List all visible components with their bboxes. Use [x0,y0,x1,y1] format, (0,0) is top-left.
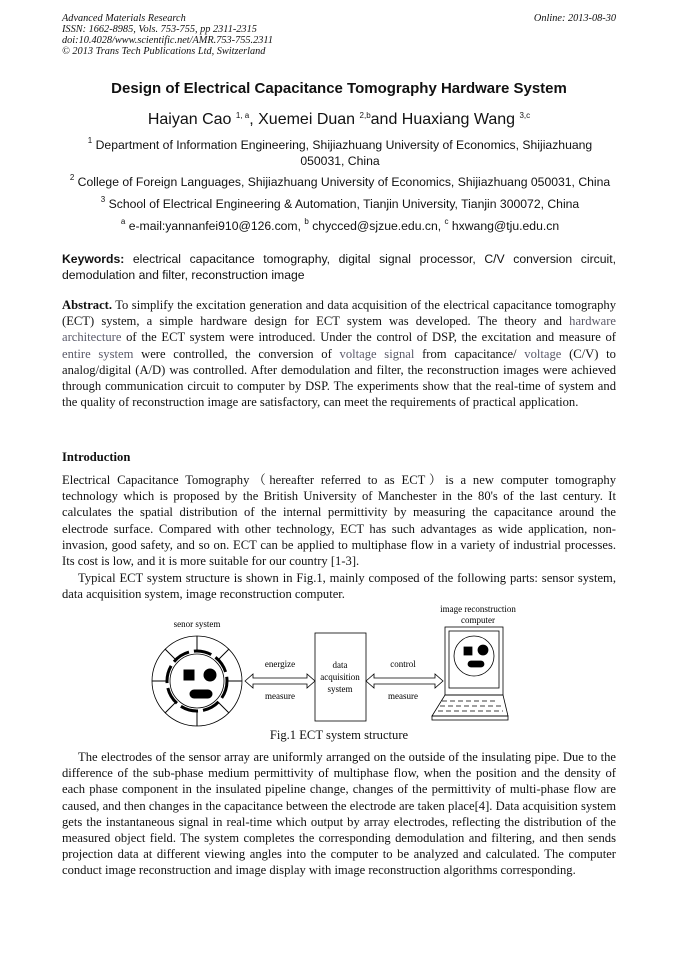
daq-label: acquisition [320,672,360,682]
journal-header [62,13,273,57]
abstract-text: (C/V) to analog/digital (A/D) was controlled. After demodulation and filter, the reconstruction images were achieved through communication circuit to computer by DSP. The experiments show that the real-time of system and the quality of reconstruction image are satisfactory, can meet the requirements of practical application. [62,346,616,410]
section-heading: Introduction [62,450,131,464]
abstract-text: from capacitance/ [414,346,525,361]
author-sup: 3,c [519,111,531,120]
double-arrow-left [245,674,315,688]
abstract-text: voltage [524,346,562,361]
copyright: © 2013 Trans Tech Publications Ltd, Switzerland [62,46,266,57]
aff-sup: 2 [69,173,75,182]
energize-label: energize [264,659,296,669]
aff-text: School of Electrical Engineering & Automation, Tianjin University, Tianjin 300072, China [105,197,580,211]
measure-label: measure [265,691,295,701]
emails [60,218,620,234]
online-date: Online: 2013-08-30 [533,13,616,24]
sensor-label: senor system [173,619,221,629]
ect-figure [140,598,540,728]
author-sup: 1, a [235,111,250,120]
abstract-text: of the ECT system were introduced. Under the control of DSP, the excitation and measure of [121,330,616,345]
abstract [62,297,616,410]
sensor-icon [152,636,242,726]
control-label: control [390,659,416,669]
daq-label: data [332,660,348,670]
double-arrow-right [366,674,443,688]
affiliation-2 [55,174,625,190]
computer-label: image reconstruction [440,604,516,614]
aff-sup: 1 [87,136,93,145]
abstract-text: entire system [62,346,134,361]
email-sup: c [444,217,449,226]
keywords-label: Keywords: [62,252,125,266]
aff-text: College of Foreign Languages, Shijiazhuang University of Economics, Shijiazhuang 050031, China [74,175,611,189]
aff-sup: 3 [100,195,106,204]
abstract-text: To simplify the excitation generation and data acquisition of the electrical capacitance tomography (ECT) system, a simple hardware design for ECT system was developed. The theory and [62,298,616,329]
email-sup: a [120,217,126,226]
intro-paragraph-2: Typical ECT system structure is shown in Fig.1, mainly composed of the following parts: sensor system, data acquisition system, image reconstruction computer. [62,571,616,602]
author-sup: 2,b [359,111,371,120]
abstract-text: voltage signal [339,346,415,361]
daq-label: system [327,684,353,694]
body-paragraph: The electrodes of the sensor array are uniformly arranged on the outside of the insulating pipe. Due to the difference of the sub-phase medium permittivity of multiphase flow, when the position and the density of each phase component in the insulated pipeline change, changes of the permittivity of multi-phase flow are caused, and then changes in the capacitance between the electrode are taken place[4]. Data acquisition system gets the instantaneous signal in real-time which output by array electrodes, reflecting the distribution of the measured object field. The system completes the corresponding demodulation and filtering, and then sends projection data at different viewing angles into the computer to be analyzed and calculated. The computer conduct image reconstruction and image display with image reconstruction algorithms corresponding. [62,750,616,878]
author-name: , Xuemei Duan [249,111,360,128]
author-name: Haiyan Cao [147,111,236,128]
email: chycced@sjzue.edu.cn, [308,219,445,233]
author-name: and Huaxiang Wang [370,111,520,128]
paper-title: Design of Electrical Capacitance Tomography Hardware System [111,80,567,97]
aff-text: Department of Information Engineering, Shijiazhuang University of Economics, Shijiazhuang 050031, China [92,138,593,168]
intro-paragraph-1: Electrical Capacitance Tomography（hereafter referred to as ECT）is a new computer tomography technology which is proposed by the British University of Manchester in the 80's of the last century. It calculates the spatial distribution of the internal permittivity by measuring the capacitance around the electrode surface. Compared with other technology, ECT has such advantages as wide application, non-invasion, good safety, and so on. ECT can be applied to multiphase flow in a variety of industrial processes. Its cost is low, and it is more suitable for our country [1-3]. [62,473,616,569]
measure-label: measure [388,691,418,701]
affiliation-1 [75,137,605,169]
authors [0,111,678,129]
affiliation-3 [60,196,620,212]
abstract-text: were controlled, the conversion of [133,346,340,361]
figure-caption: Fig.1 ECT system structure [269,728,409,742]
abstract-label: Abstract. [62,298,113,312]
keywords [62,251,616,283]
email: hxwang@tju.edu.cn [448,219,560,233]
computer-label: computer [461,615,495,625]
journal-name: Advanced Materials Research [62,13,186,24]
issn: ISSN: 1662-8985, Vols. 753-755, pp 2311-2315 [62,24,257,35]
keywords-text: electrical capacitance tomography, digital signal processor, C/V conversion circuit, demodulation and filter, reconstruction image [62,252,616,282]
email: e-mail:yannanfei910@126.com, [125,219,305,233]
email-sup: b [304,217,309,226]
laptop-icon [432,627,508,720]
abstract-text: hardware architecture [62,314,616,345]
doi: doi:10.4028/www.scientific.net/AMR.753-755.2311 [62,35,273,46]
